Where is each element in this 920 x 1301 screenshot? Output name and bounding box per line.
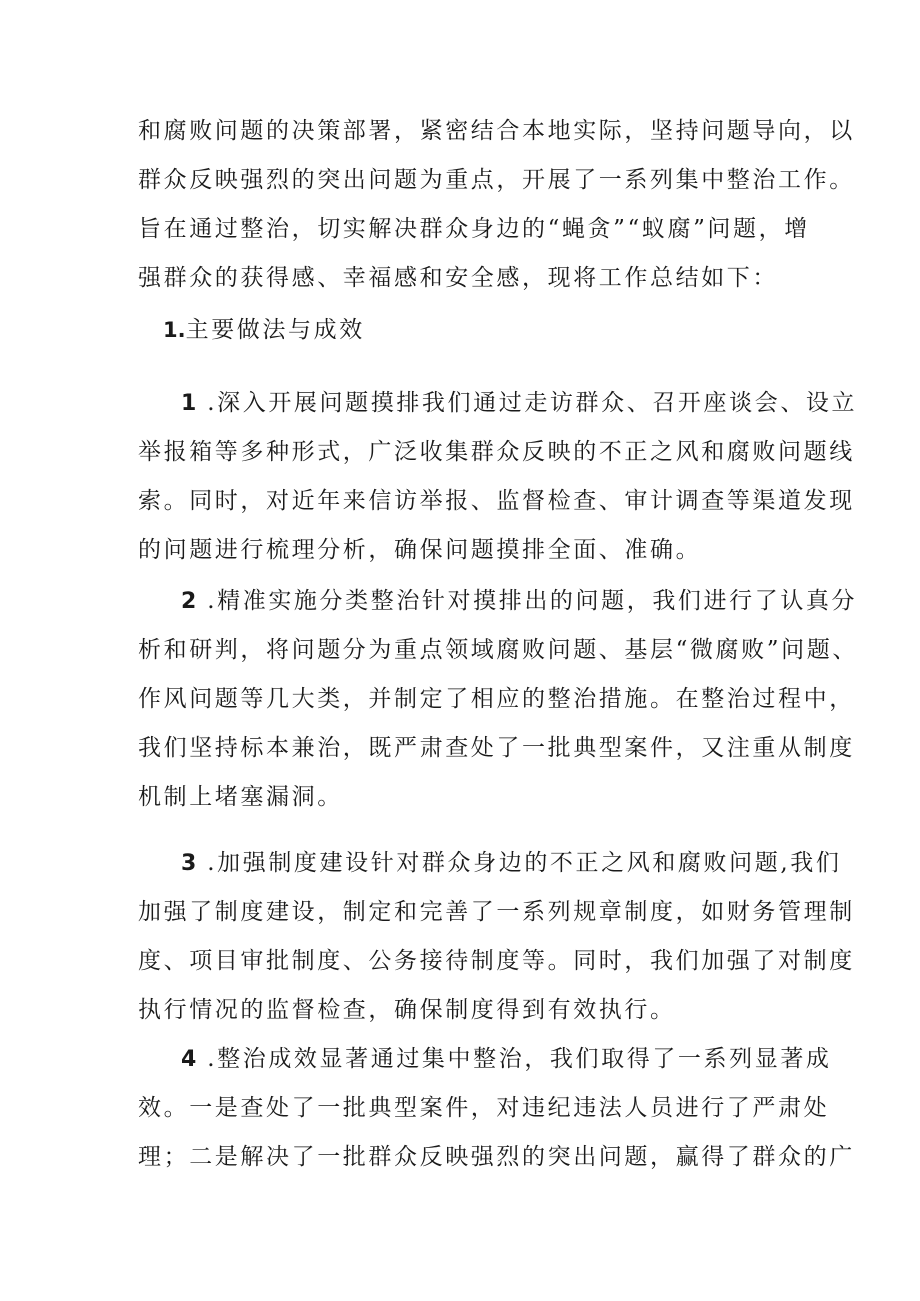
item-2-number: 2 bbox=[181, 589, 198, 614]
section-number: 1. bbox=[163, 318, 186, 342]
item-3-line bbox=[181, 848, 841, 879]
intro-line: 和腐败问题的决策部署，紧密结合本地实际，坚持问题导向，以 bbox=[138, 118, 855, 144]
item-1-line: 的问题进行梳理分析，确保问题摸排全面、准确。 bbox=[138, 537, 702, 563]
intro-line: 群众反映强烈的突出问题为重点，开展了一系列集中整治工作。 bbox=[138, 167, 855, 193]
intro-line: 旨在通过整治，切实解决群众身边的“蝇贪”“蚁腐”问题，增 bbox=[138, 216, 810, 242]
section-heading bbox=[163, 315, 365, 345]
item-4-number: 4 bbox=[181, 1047, 198, 1072]
item-2-line bbox=[181, 586, 857, 617]
item-1-line bbox=[181, 388, 857, 419]
item-3-line: 执行情况的监督检查，确保制度得到有效执行。 bbox=[138, 997, 676, 1023]
item-2-line: 我们坚持标本兼治，既严肃查处了一批典型案件，又注重从制度 bbox=[138, 735, 855, 761]
item-1-line: 索。同时，对近年来信访举报、监督检查、审计调查等渠道发现 bbox=[138, 488, 855, 514]
item-4-line: 理；二是解决了一批群众反映强烈的突出问题，赢得了群众的广 bbox=[138, 1144, 855, 1170]
item-1-text: .深入开展问题摸排我们通过走访群众、召开座谈会、设立 bbox=[197, 390, 858, 416]
item-3-line: 度、项目审批制度、公务接待制度等。同时，我们加强了对制度 bbox=[138, 948, 855, 974]
item-1-number: 1 bbox=[181, 391, 198, 416]
item-2-line: 析和研判，将问题分为重点领域腐败问题、基层“微腐败”问题、 bbox=[138, 637, 858, 663]
intro-line: 强群众的获得感、幸福感和安全感，现将工作总结如下： bbox=[138, 265, 778, 291]
section-title: 主要做法与成效 bbox=[185, 317, 365, 343]
item-4-line: 效。一是查处了一批典型案件，对违纪违法人员进行了严肃处 bbox=[138, 1095, 830, 1121]
item-2-line: 机制上堵塞漏洞。 bbox=[138, 784, 343, 810]
item-3-number: 3 bbox=[181, 851, 198, 876]
item-2-line: 作风问题等几大类，并制定了相应的整治措施。在整治过程中， bbox=[138, 686, 855, 712]
item-3-text: .加强制度建设针对群众身边的不正之风和腐败问题,我们 bbox=[197, 850, 842, 876]
item-3-line: 加强了制度建设，制定和完善了一系列规章制度，如财务管理制 bbox=[138, 899, 855, 925]
item-2-text: .精准实施分类整治针对摸排出的问题，我们进行了认真分 bbox=[197, 588, 858, 614]
item-4-text: .整治成效显著通过集中整治，我们取得了一系列显著成 bbox=[197, 1046, 832, 1072]
item-4-line bbox=[181, 1044, 832, 1075]
item-1-line: 举报箱等多种形式，广泛收集群众反映的不正之风和腐败问题线 bbox=[138, 439, 855, 465]
